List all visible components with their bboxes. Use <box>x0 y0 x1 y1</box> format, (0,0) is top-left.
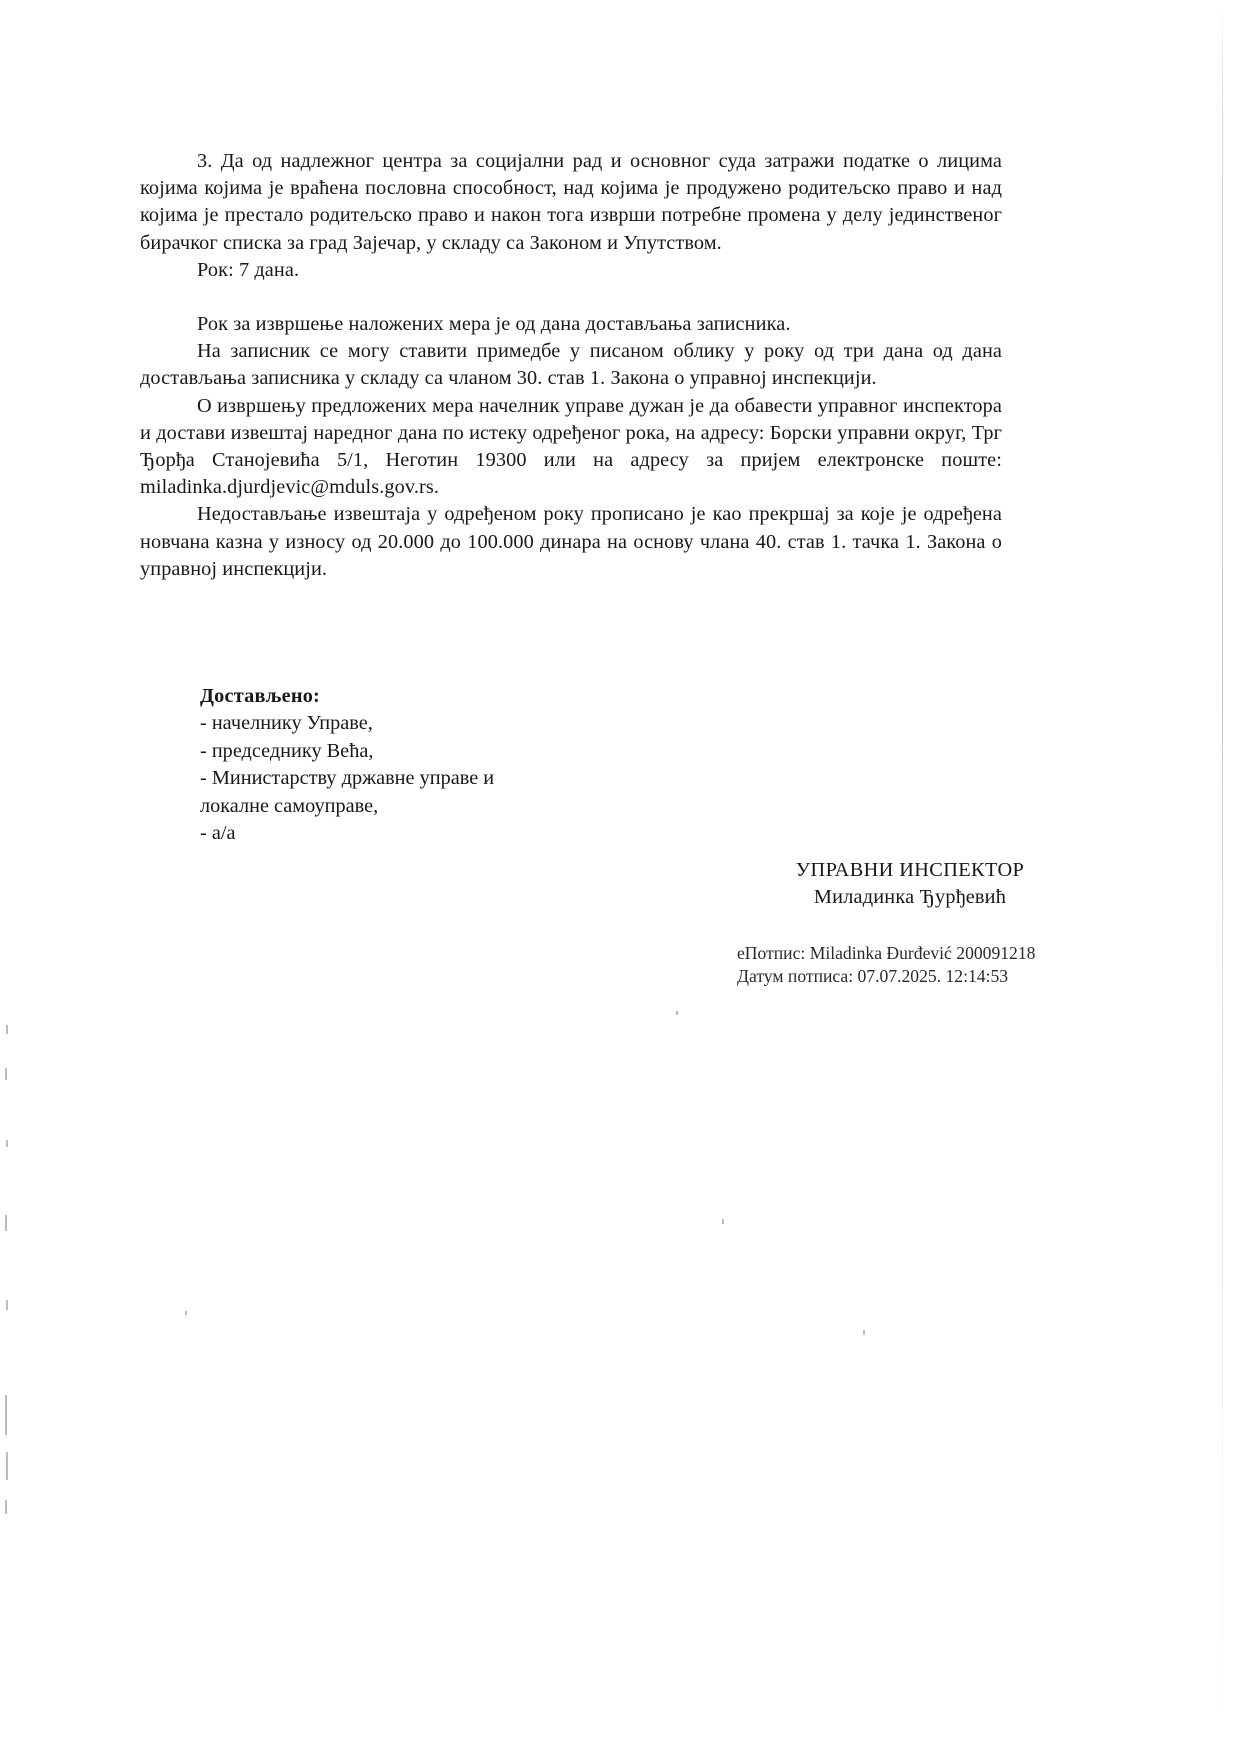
scan-edge-artifact <box>1222 0 1223 1754</box>
paragraph-spacer <box>140 284 1002 311</box>
delivered-to-heading: Достављено: <box>200 685 320 707</box>
scan-speck <box>722 1219 724 1224</box>
scan-speck <box>6 1300 8 1310</box>
scan-speck <box>6 1025 8 1034</box>
signatory-name: Миладинка Ђурђевић <box>813 886 1007 909</box>
electronic-signature-stamp <box>737 942 1137 988</box>
scan-speck <box>185 1311 187 1315</box>
paragraph-objections: На записник се могу ставити примедбе у писаном облику у року од три дана од дана достављања записника у складу са чланом 30. став 1. Закона о управној инспекцији. <box>140 340 1002 390</box>
signature-block <box>700 857 1120 912</box>
paragraph-execution-deadline: Рок за извршење наложених мера је од дана достављања записника. <box>197 313 791 336</box>
scan-speck <box>5 1215 7 1231</box>
delivered-to-item: - председнику Већа, <box>200 739 374 762</box>
delivered-to-block <box>200 683 630 847</box>
esignature-signer: еПотпис: Miladinka Đurđević 200091218 <box>737 943 1036 963</box>
scan-speck <box>5 1068 7 1080</box>
delivered-to-item: - а/а <box>200 822 236 845</box>
delivered-to-item: - начелнику Управе, <box>200 712 373 735</box>
signatory-role: УПРАВНИ ИНСПЕКТОР <box>795 859 1025 881</box>
esignature-date: Датум потписа: 07.07.2025. 12:14:53 <box>737 966 1009 986</box>
paragraph-penalty: Недостављање извештаја у одређеном року прописано је као прекршај за које је одређена новчана казна у износу од 20.000 до 100.000 динара на основу члана 40. став 1. тачка 1. Закона о управној инспекцији. <box>140 503 1002 580</box>
scan-speck <box>5 1500 7 1514</box>
scan-speck <box>6 1140 8 1147</box>
delivered-to-item-continued: локалне самоуправе, <box>200 794 379 817</box>
scan-speck <box>6 1452 8 1480</box>
scan-speck <box>676 1011 678 1015</box>
scan-speck <box>863 1330 865 1335</box>
delivered-to-item: - Министарству државне управе и <box>200 767 495 790</box>
paragraph-deadline: Рок: 7 дана. <box>197 258 300 281</box>
scan-speck <box>5 1395 7 1435</box>
document-body <box>140 148 1002 583</box>
paragraph-item-3: 3. Да од надлежног центра за социјални рад и основног суда затражи податке о лицима којима којима је враћена пословна способност, над којима је продужено родитељско право и над којима је престало родитељско право и након тога изврши потребне промена у делу јединственог бирачког списка за град Зајечар, у складу са Законом и Упутством. <box>140 150 1002 254</box>
paragraph-reporting-address: О извршењу предложених мера начелник управе дужан је да обавести управног инспектора и достави извештај наредног дана по истеку одређеног рока, на адресу: Борски управни округ, Трг Ђорђа Станојевића 5/1, Неготин 19300 или на адресу за пријем електронске поште: miladinka.djurdjevic@mduls.gov.rs. <box>140 394 1002 499</box>
